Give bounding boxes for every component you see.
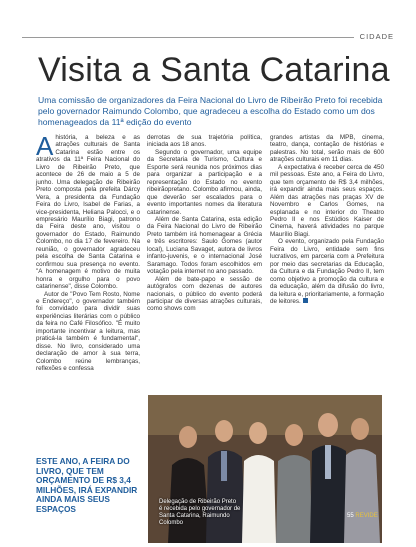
page-number: 55 bbox=[347, 513, 354, 519]
paragraph: Além de bate-papo e sessão de autógrafos com dezenas de autores nacionais, o público do evento poderá participar de diversas atrações culturais, como shows com bbox=[147, 275, 262, 313]
article-subtitle: Uma comissão de organizadores da Feira Nacional do Livro de Ribeirão Preto foi recebida pelo governador Raimundo Colombo, que agradeceu a escolha do Estado como um dos homenageados da 11ª edição do evento bbox=[38, 95, 383, 127]
magazine-brand: REVIDE bbox=[355, 513, 378, 519]
drop-cap: A bbox=[36, 131, 54, 161]
text-column-3 bbox=[270, 134, 384, 305]
paragraph-text: O evento, organizado pela Fundação Feira do Livro, entidade sem fins lucrativos, em parceria com a Prefeitura por meio das secretarias da Educação, da Cultura e da Fundação Pedro II, tem como objetivo a promoção da cultura e da educação, além da difusão do livro, da leitura e, prioritariamente, a formação de leitores. bbox=[270, 238, 384, 305]
paragraph: Autor de "Povo Tem Rosto, Nome e Endereço", o governador também foi convidado para dividir suas experiências literárias com o público da feira no Café Filosófico. "É muito importante incentivar a leitura, mas praticá-la também é fundamental", disse. No livro, considerado uma declaração de amor à sua terra, Colombo reúne lembranças, reflexões e confessa bbox=[36, 290, 140, 373]
article-title: Visita a Santa Catarina bbox=[38, 51, 390, 89]
section-header bbox=[0, 30, 416, 44]
paragraph bbox=[270, 238, 384, 305]
section-rule bbox=[22, 37, 354, 38]
text-column-1 bbox=[36, 131, 140, 373]
paragraph: Além de Santa Catarina, esta edição da Feira Nacional do Livro de Ribeirão Preto também irá homenagear a Grécia e três escritores: Saulo Gomes (autor local), Luciana Savaget, autora de livros infanto-juvenis, e o internacional José Saramago. Todos foram escolhidos em votação pela internet no ano passado. bbox=[147, 215, 262, 276]
paragraph: Segundo o governador, uma equipe da Secretaria de Turismo, Cultura e Esporte será reunida nos próximos dias para organizar a participação e a representação do Estado no evento ribeirãopretano. Colombo afirmou, ainda, que deverão ser escalados para o evento importantes nomes da literatura catarinense. bbox=[147, 148, 262, 216]
pull-quote: ESTE ANO, A FEIRA DO LIVRO, QUE TEM ORÇAMENTO DE R$ 3,4 MILHÕES, IRÁ EXPANDIR AINDA MAIS SEUS ESPAÇOS bbox=[36, 456, 138, 514]
paragraph bbox=[36, 131, 140, 291]
paragraph: A expectativa é receber cerca de 450 mil pessoas. Este ano, a Feira do Livro, que tem orçamento de R$ 3,4 milhões, irá expandir ainda mais seus espaços. Além das atrações nas praças XV de Novembro e Carlos Gomes, na esplanada e no interior do Theatro Pedro II e nos Estúdios Kaiser de Cinema, haverá atividades no parque Maurílio Biagi. bbox=[270, 163, 384, 238]
page-footer bbox=[347, 513, 378, 519]
paragraph: grandes artistas da MPB, cinema, teatro, dança, contação de histórias e palestras. No total, serão mais de 600 atrações culturais em 11 dias. bbox=[270, 134, 384, 164]
text-column-2 bbox=[147, 134, 262, 313]
paragraph-text: história, a beleza e as atrações culturais de Santa Catarina estão entre os atrativos da 11ª Feira Nacional do Livro de Ribeirão Preto, que acontece de 26 de maio a 5 de junho. Uma delegação de Ribeirão Preto composta pela prefeita Dárcy Vera, a presidenta da Fundação Feira do Livro, Isabel de Farias, a vice-presidenta, Heliana Palocci, e o empresário Maurílio Biagi, patrono da Feira deste ano, visitou o governador do Estado, Raimundo Colombo, no dia 17 de fevereiro. Na reunião, o governador agradeceu pela escolha de Santa Catarina e confirmou sua presença no evento. "A homenagem é motivo de muita honra e orgulho para o povo catarinense", disse Colombo. bbox=[36, 134, 140, 291]
photo-caption: Delegação de Ribeirão Preto é recebida pelo governador de Santa Catarina, Raimundo Colombo bbox=[159, 499, 241, 526]
paragraph: derrotas de sua trajetória política, iniciada aos 18 anos. bbox=[147, 134, 262, 149]
end-of-article-icon bbox=[303, 298, 308, 303]
section-label: CIDADE bbox=[359, 32, 394, 41]
